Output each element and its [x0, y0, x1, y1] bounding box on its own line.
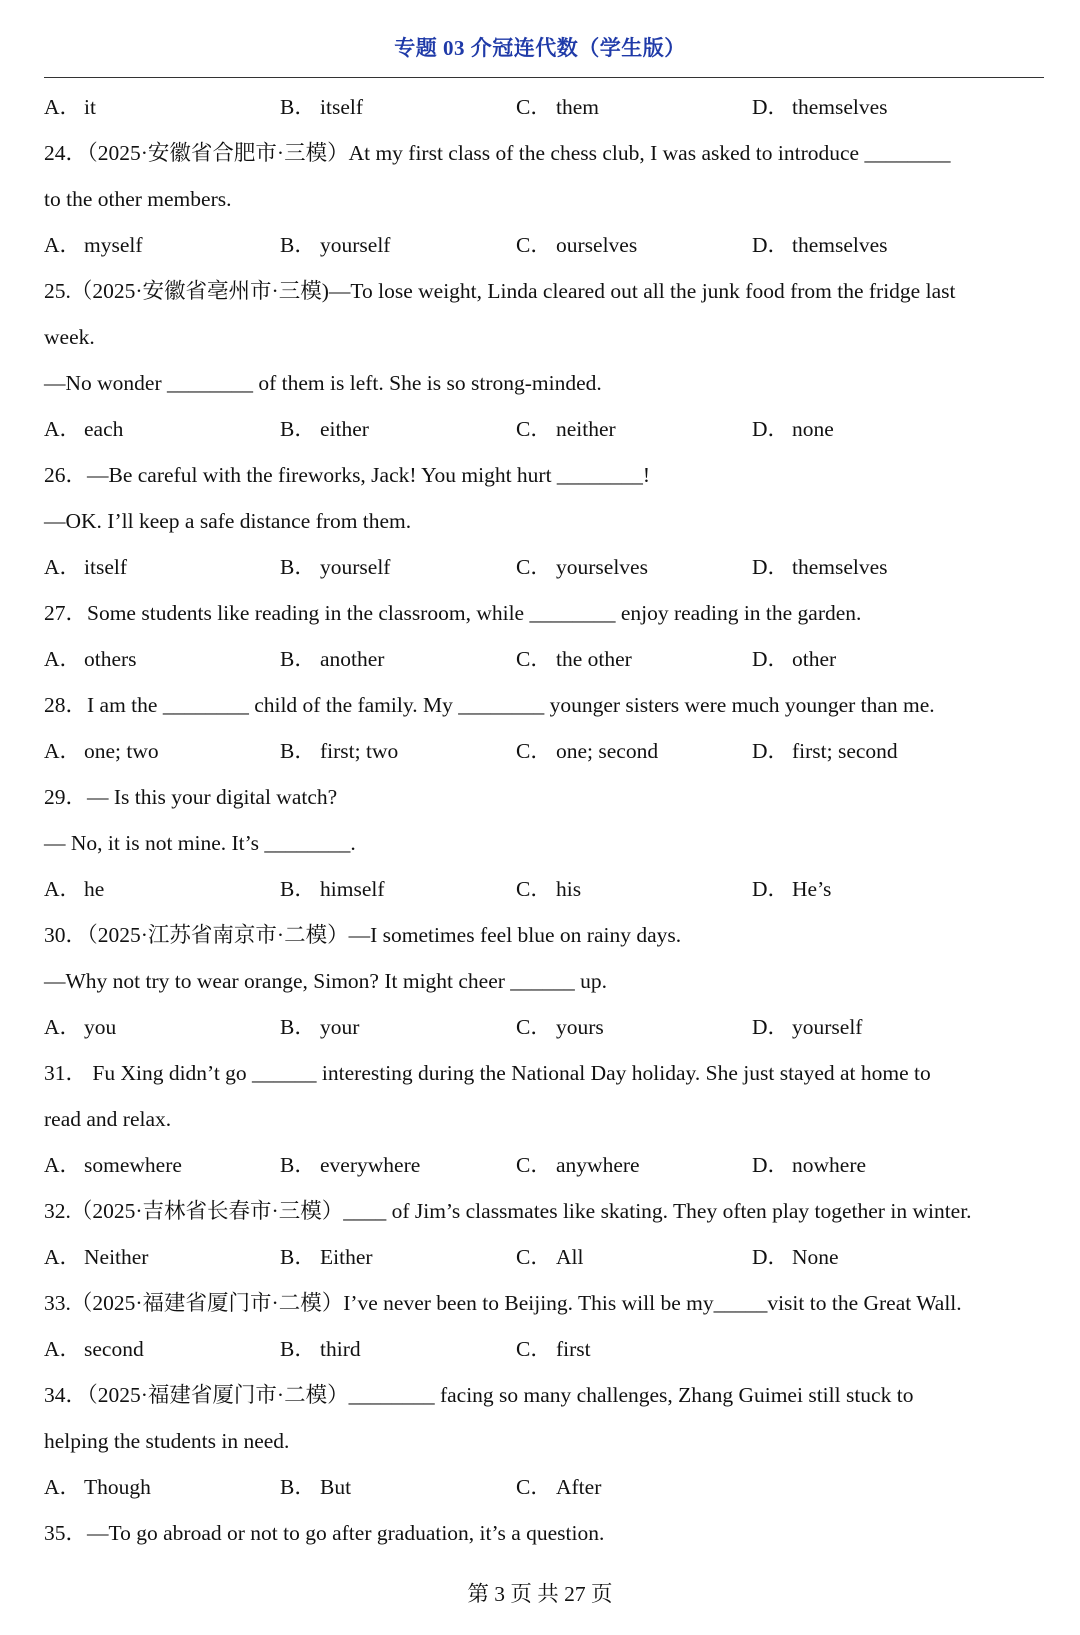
option-letter: A．	[44, 233, 82, 257]
option-letter: A．	[44, 95, 82, 119]
question-text-line: 35．—To go abroad or not to go after graduation, it’s a question.	[44, 1521, 605, 1545]
option-text: somewhere	[84, 1153, 182, 1177]
option-letter: A．	[44, 1153, 82, 1177]
question-text-line: — No, it is not mine. It’s ________.	[44, 831, 356, 855]
question-list	[44, 92, 1044, 1564]
answer-option	[752, 874, 831, 904]
option-letter: B．	[280, 417, 316, 441]
answer-option	[516, 414, 616, 444]
question-text-line: 33.（2025·福建省厦门市·二模）I’ve never been to Beijing. This will be my_____visit to the Great Wall.	[44, 1291, 962, 1315]
question-text-line: 25.（2025·安徽省亳州市·三模)—To lose weight, Linda cleared out all the junk food from the fridge last	[44, 279, 956, 303]
option-letter: A．	[44, 1475, 82, 1499]
answer-option	[516, 230, 637, 260]
answer-option	[516, 92, 599, 122]
option-letter: D．	[752, 417, 790, 441]
option-letter: D．	[752, 1245, 790, 1269]
answer-option	[44, 1150, 182, 1180]
option-text: other	[792, 647, 837, 671]
answer-options	[44, 1334, 1044, 1380]
question-text-line: 31． Fu Xing didn’t go ______ interesting during the National Day holiday. She just stayed at home to	[44, 1061, 931, 1085]
question-text-line: helping the students in need.	[44, 1429, 290, 1453]
page-title: 专题 03 介冠连代数（学生版）	[394, 36, 686, 60]
option-letter: B．	[280, 647, 316, 671]
answer-option	[752, 1242, 839, 1272]
answer-options	[44, 92, 1044, 138]
option-text: none	[792, 417, 834, 441]
answer-option	[516, 1150, 640, 1180]
option-text: themselves	[792, 555, 888, 579]
answer-option	[516, 644, 632, 674]
option-letter: C．	[516, 233, 552, 257]
answer-option	[752, 552, 888, 582]
option-text: each	[84, 417, 124, 441]
answer-options	[44, 736, 1044, 782]
option-letter: B．	[280, 95, 316, 119]
question-text-line: —Why not try to wear orange, Simon? It might cheer ______ up.	[44, 969, 608, 993]
answer-options	[44, 1150, 1044, 1196]
answer-option	[516, 1472, 601, 1502]
answer-option	[516, 736, 658, 766]
answer-option	[44, 644, 137, 674]
question-text-line: 24．（2025·安徽省合肥市·三模）At my first class of the chess club, I was asked to introduce ________	[44, 141, 951, 165]
option-letter: B．	[280, 555, 316, 579]
question-text-line: 34．（2025·福建省厦门市·二模）________ facing so many challenges, Zhang Guimei still stuck to	[44, 1383, 914, 1407]
option-letter: C．	[516, 417, 552, 441]
option-text: first; second	[792, 739, 898, 763]
option-letter: A．	[44, 1015, 82, 1039]
option-text: After	[556, 1475, 602, 1499]
option-text: Either	[320, 1245, 373, 1269]
answer-option	[44, 92, 96, 122]
option-letter: D．	[752, 1153, 790, 1177]
option-letter: B．	[280, 877, 316, 901]
option-letter: D．	[752, 95, 790, 119]
option-letter: A．	[44, 877, 82, 901]
option-letter: D．	[752, 647, 790, 671]
answer-option	[516, 1242, 583, 1272]
option-letter: C．	[516, 739, 552, 763]
option-text: second	[84, 1337, 144, 1361]
option-text: yourselves	[556, 555, 648, 579]
question-text-line: 28．I am the ________ child of the family. My ________ younger sisters were much younger than me.	[44, 693, 935, 717]
answer-option	[752, 644, 836, 674]
option-text: All	[556, 1245, 584, 1269]
option-letter: D．	[752, 877, 790, 901]
option-text: others	[84, 647, 137, 671]
option-text: Though	[84, 1475, 151, 1499]
answer-option	[280, 1472, 351, 1502]
answer-option	[44, 874, 104, 904]
answer-option	[280, 552, 390, 582]
option-letter: B．	[280, 1245, 316, 1269]
option-text: he	[84, 877, 105, 901]
answer-option	[752, 414, 834, 444]
option-letter: B．	[280, 1153, 316, 1177]
option-text: myself	[84, 233, 143, 257]
answer-option	[516, 552, 648, 582]
answer-options	[44, 1472, 1044, 1518]
option-text: None	[792, 1245, 839, 1269]
option-text: itself	[320, 95, 363, 119]
question-text-line: 32.（2025·吉林省长春市·三模）____ of Jim’s classmates like skating. They often play together in winter.	[44, 1199, 972, 1223]
answer-option	[44, 1334, 144, 1364]
option-text: the other	[556, 647, 632, 671]
answer-option	[280, 1150, 420, 1180]
answer-option	[280, 1012, 359, 1042]
answer-option	[280, 874, 385, 904]
option-text: his	[556, 877, 582, 901]
option-letter: A．	[44, 739, 82, 763]
option-letter: A．	[44, 1337, 82, 1361]
option-text: yours	[556, 1015, 604, 1039]
answer-option	[752, 1150, 866, 1180]
answer-options	[44, 1242, 1044, 1288]
answer-option	[44, 736, 159, 766]
option-letter: C．	[516, 1337, 552, 1361]
option-letter: C．	[516, 1015, 552, 1039]
option-text: one; second	[556, 739, 659, 763]
option-letter: A．	[44, 1245, 82, 1269]
answer-options	[44, 414, 1044, 460]
option-text: anywhere	[556, 1153, 640, 1177]
option-text: everywhere	[320, 1153, 421, 1177]
answer-option	[280, 1334, 361, 1364]
answer-option	[44, 1242, 148, 1272]
question-text-line: week.	[44, 325, 95, 349]
header-divider	[44, 77, 1044, 78]
answer-option	[516, 1012, 604, 1042]
answer-options	[44, 552, 1044, 598]
option-text: But	[320, 1475, 352, 1499]
option-text: itself	[84, 555, 127, 579]
answer-option	[280, 1242, 373, 1272]
question-text-line: 29．— Is this your digital watch?	[44, 785, 338, 809]
option-letter: A．	[44, 555, 82, 579]
option-text: it	[84, 95, 96, 119]
option-text: neither	[556, 417, 616, 441]
option-text: yourself	[320, 555, 391, 579]
question-text-line: 30．（2025·江苏省南京市·二模）—I sometimes feel blue on rainy days.	[44, 923, 682, 947]
answer-option	[44, 552, 127, 582]
option-text: ourselves	[556, 233, 638, 257]
option-text: first; two	[320, 739, 399, 763]
question-text-line: —OK. I’ll keep a safe distance from them.	[44, 509, 412, 533]
option-text: Neither	[84, 1245, 149, 1269]
question-text-line: read and relax.	[44, 1107, 172, 1131]
answer-option	[280, 736, 398, 766]
option-letter: C．	[516, 877, 552, 901]
question-text-line: 26．—Be careful with the fireworks, Jack! You might hurt ________!	[44, 463, 651, 487]
answer-option	[44, 1012, 116, 1042]
option-letter: A．	[44, 417, 82, 441]
option-letter: B．	[280, 1475, 316, 1499]
option-text: yourself	[320, 233, 391, 257]
answer-option	[280, 644, 384, 674]
option-text: nowhere	[792, 1153, 867, 1177]
option-text: third	[320, 1337, 361, 1361]
option-letter: B．	[280, 1015, 316, 1039]
option-text: themselves	[792, 95, 888, 119]
answer-option	[752, 92, 888, 122]
answer-options	[44, 644, 1044, 690]
question-text-line: 27．Some students like reading in the classroom, while ________ enjoy reading in the garden.	[44, 601, 862, 625]
answer-option	[280, 414, 369, 444]
option-letter: B．	[280, 739, 316, 763]
option-letter: C．	[516, 1245, 552, 1269]
answer-options	[44, 874, 1044, 920]
question-text-line: —No wonder ________ of them is left. She is so strong-minded.	[44, 371, 602, 395]
option-text: themselves	[792, 233, 888, 257]
option-text: another	[320, 647, 385, 671]
answer-options	[44, 230, 1044, 276]
answer-option	[280, 92, 363, 122]
option-letter: D．	[752, 739, 790, 763]
option-letter: D．	[752, 1015, 790, 1039]
question-text-line: to the other members.	[44, 187, 232, 211]
answer-option	[44, 1472, 151, 1502]
answer-option	[752, 736, 898, 766]
option-text: first	[556, 1337, 591, 1361]
answer-option	[280, 230, 390, 260]
option-letter: D．	[752, 555, 790, 579]
answer-option	[44, 230, 143, 260]
option-text: He’s	[792, 877, 832, 901]
option-text: your	[320, 1015, 360, 1039]
answer-option	[752, 1012, 862, 1042]
option-text: them	[556, 95, 599, 119]
page-number: 第 3 页 共 27 页	[467, 1582, 613, 1606]
option-text: one; two	[84, 739, 159, 763]
option-letter: A．	[44, 647, 82, 671]
answer-options	[44, 1012, 1044, 1058]
option-letter: D．	[752, 233, 790, 257]
option-letter: C．	[516, 555, 552, 579]
option-letter: C．	[516, 647, 552, 671]
option-letter: C．	[516, 1153, 552, 1177]
option-letter: C．	[516, 1475, 552, 1499]
option-text: you	[84, 1015, 117, 1039]
answer-option	[752, 230, 888, 260]
option-text: either	[320, 417, 369, 441]
answer-option	[516, 1334, 591, 1364]
option-letter: B．	[280, 233, 316, 257]
option-text: yourself	[792, 1015, 863, 1039]
answer-option	[516, 874, 581, 904]
option-text: himself	[320, 877, 385, 901]
option-letter: B．	[280, 1337, 316, 1361]
answer-option	[44, 414, 123, 444]
option-letter: C．	[516, 95, 552, 119]
